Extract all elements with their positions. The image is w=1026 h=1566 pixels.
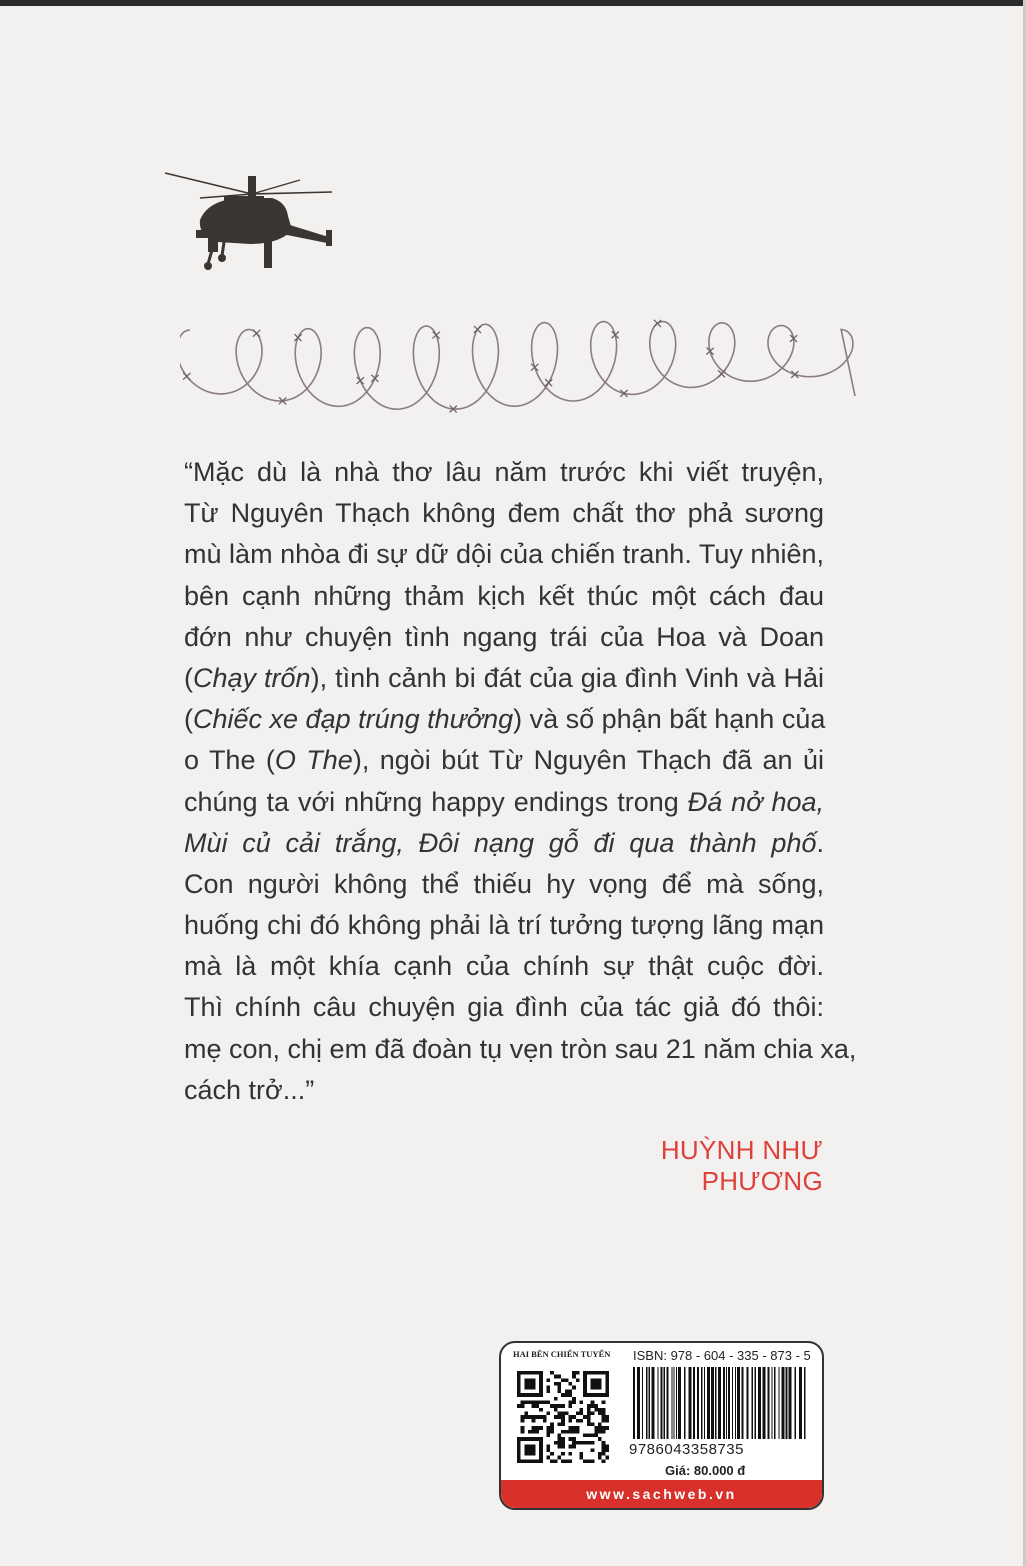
quote-line [184, 946, 824, 987]
quote-fragment: “Mặc dù là nhà thơ lâu năm trước khi viết truyện, [184, 457, 824, 487]
quote-fragment: ), tình cảnh bi đát của gia đình Vinh và Hải [310, 662, 824, 693]
qr-code-icon [517, 1371, 609, 1463]
quote-fragment: ), ngòi bút Từ Nguyên Thạch đã an ủi [352, 745, 824, 776]
barbed-wire-icon [180, 298, 860, 418]
quote-fragment: chúng ta với những happy endings trong [184, 786, 688, 817]
quote-line [184, 452, 824, 493]
quote-fragment: mẹ con, chị em đã đoàn tụ vẹn tròn sau 21 năm chia xa, [184, 1033, 857, 1064]
barcode-digits: 9786043358735 [629, 1441, 744, 1458]
quote-fragment: ( [184, 662, 193, 693]
price-label: Giá: 80.000 đ [665, 1463, 746, 1478]
quote-fragment: Từ Nguyên Thạch không đem chất thơ phả sương [184, 498, 824, 529]
quote-line [184, 534, 824, 575]
quote-line [184, 617, 824, 658]
website-link[interactable]: www.sachweb.vn [501, 1480, 822, 1508]
quote-text [184, 452, 857, 1111]
top-border [0, 0, 1026, 6]
quote-fragment: ) và số phận bất hạnh của [513, 704, 826, 735]
quote-line [184, 576, 824, 617]
quote-fragment: mà là một khía cạnh của chính sự thật cuộc đời. [184, 951, 824, 982]
quote-fragment: ( [184, 704, 193, 735]
quote-line [184, 493, 824, 534]
quote-line [184, 1029, 857, 1070]
quote-line [184, 1070, 824, 1111]
quote-fragment: o The ( [184, 745, 275, 776]
series-label: HAI BÊN CHIẾN TUYẾN [513, 1349, 611, 1359]
quote-author: HUỲNH NHƯ PHƯƠNG [660, 1135, 823, 1196]
quote-line [184, 699, 824, 740]
quote-fragment: . [816, 827, 824, 858]
story-title: Chạy trốn [193, 662, 311, 693]
quote-fragment: bên cạnh những thảm kịch kết thúc một cách đau [184, 580, 824, 611]
quote-fragment: đớn như chuyện tình ngang trái của Hoa và Doan [184, 621, 824, 652]
quote-line [184, 864, 824, 905]
quote-fragment: mù làm nhòa đi sự dữ dội của chiến tranh. Tuy nhiên, [184, 539, 824, 570]
barcode-icon [631, 1367, 811, 1439]
quote-fragment: cách trở...” [184, 1074, 315, 1105]
story-title: Đá nở hoa, [687, 786, 825, 817]
quote-line [184, 905, 824, 946]
story-title: O The [274, 745, 353, 776]
quote-fragment: huống chi đó không phải là trí tưởng tượng lãng mạn [184, 910, 824, 941]
quote-line [184, 740, 824, 781]
quote-fragment: Thì chính câu chuyện gia đình của tác giả đó thôi: [184, 992, 824, 1023]
helicopter-icon [160, 168, 340, 278]
story-title: Mùi củ cải trắng, Đôi nạng gỗ đi qua thành phố [184, 827, 817, 858]
story-title: Chiếc xe đạp trúng thưởng [193, 704, 514, 735]
isbn-label: ISBN: 978 - 604 - 335 - 873 - 5 [633, 1348, 811, 1363]
quote-line [184, 658, 824, 699]
price-box [499, 1341, 824, 1510]
quote-line [184, 987, 824, 1028]
quote-line [184, 782, 824, 823]
quote-fragment: Con người không thể thiếu hy vọng để mà sống, [184, 868, 824, 899]
quote-line [184, 823, 824, 864]
